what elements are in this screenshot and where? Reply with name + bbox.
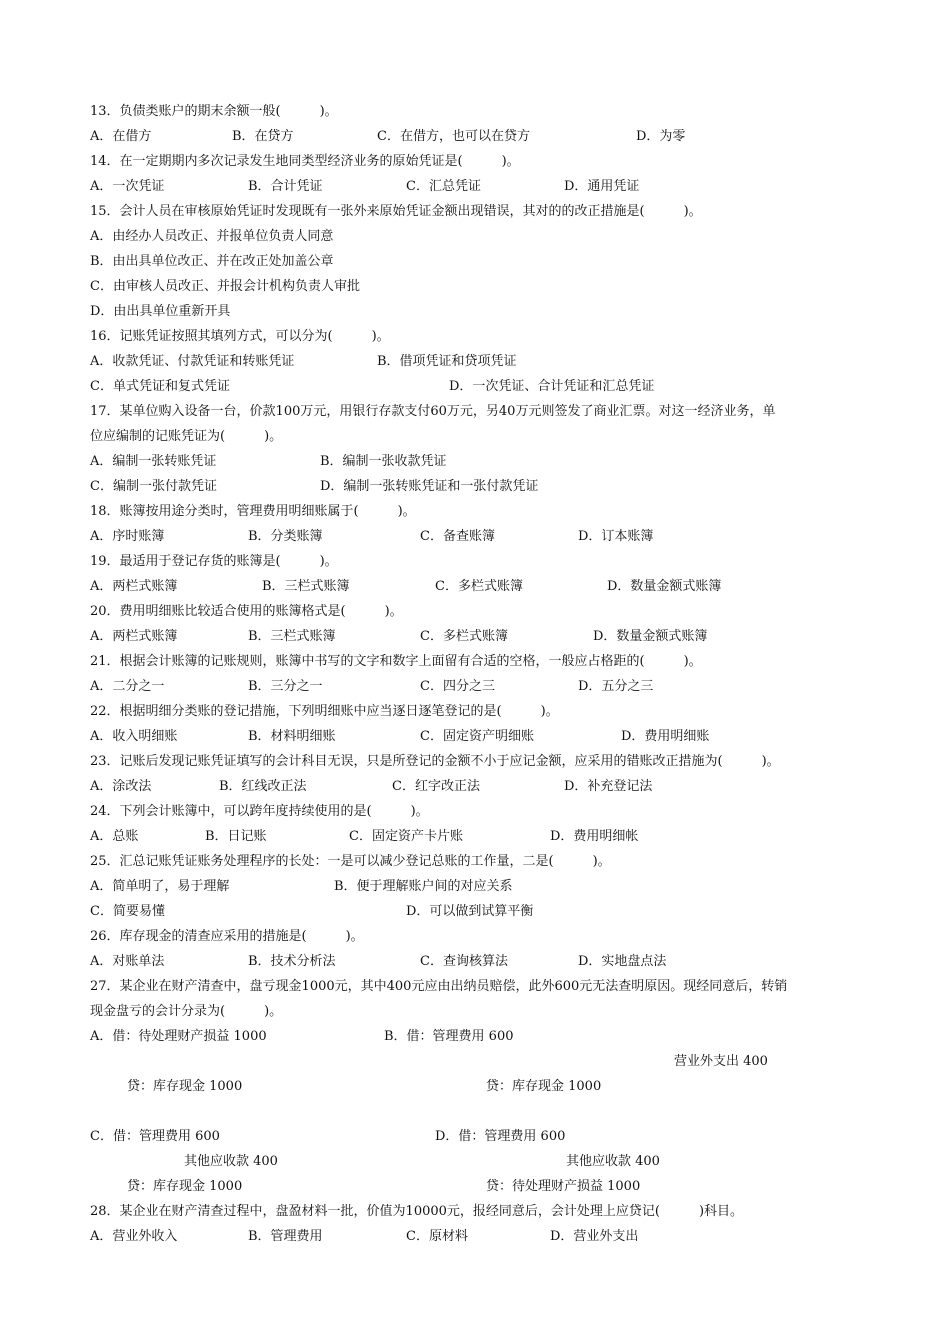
question-13-option-b: B．在贷方: [232, 129, 294, 144]
question-24-option-c: C．固定资产卡片账: [349, 829, 463, 844]
question-15-option-b: B．由出具单位改正、并在改正处加盖公章: [90, 254, 334, 269]
question-24-option-b: B．日记账: [205, 829, 267, 844]
question-17-option-d: D．编制一张转账凭证和一张付款凭证: [320, 479, 539, 494]
question-25-stem: 25．汇总记账凭证账务处理程序的长处：一是可以减少登记总账的工作量，二是( )。: [90, 854, 611, 869]
question-20-option-a: A．两栏式账簿: [90, 629, 178, 644]
question-18-option-b: B．分类账簿: [248, 529, 323, 544]
question-14-option-a: A．一次凭证: [90, 179, 165, 194]
question-25-option-c: C．简要易懂: [90, 904, 165, 919]
question-27-entry-c-credit: 贷：库存现金 1000: [127, 1179, 243, 1194]
question-26-stem: 26．库存现金的清查应采用的措施是( )。: [90, 929, 364, 944]
question-27-entry-a-debit: A．借：待处理财产损益 1000: [90, 1029, 267, 1044]
question-25-option-a: A．简单明了，易于理解: [90, 879, 230, 894]
question-28-option-a: A．营业外收入: [90, 1229, 178, 1244]
question-23-option-d: D．补充登记法: [564, 779, 653, 794]
question-17-stem: 17．某单位购入设备一台，价款100万元，用银行存款支付60万元，另40万元则签发了商业汇票。对这一经济业务，单: [90, 404, 776, 419]
question-26-option-d: D．实地盘点法: [578, 954, 667, 969]
question-14-option-c: C．汇总凭证: [406, 179, 481, 194]
question-27-entry-a-credit: 贷：库存现金 1000: [127, 1079, 243, 1094]
question-25-option-d: D．可以做到试算平衡: [406, 904, 534, 919]
question-16-option-b: B．借项凭证和贷项凭证: [377, 354, 517, 369]
question-16-option-a: A．收款凭证、付款凭证和转账凭证: [90, 354, 295, 369]
question-22-option-b: B．材料明细账: [248, 729, 336, 744]
question-22-option-c: C．固定资产明细账: [420, 729, 534, 744]
question-28-stem: 28．某企业在财产清查过程中，盘盈材料一批，价值为10000元，报经同意后，会计处理上应贷记( )科目。: [90, 1204, 744, 1219]
question-21-option-a: A．二分之一: [90, 679, 165, 694]
question-22-option-d: D．费用明细账: [621, 729, 710, 744]
question-23-option-a: A．涂改法: [90, 779, 152, 794]
question-16-option-d: D．一次凭证、合计凭证和汇总凭证: [449, 379, 655, 394]
question-28-option-c: C．原材料: [406, 1229, 468, 1244]
question-27-entry-c-debit: C．借：管理费用 600: [90, 1129, 220, 1144]
question-13-option-a: A．在借方: [90, 129, 152, 144]
question-27-entry-d-debit: D．借：管理费用 600: [435, 1129, 566, 1144]
question-27-entry-d-credit: 贷：待处理财产损益 1000: [486, 1179, 641, 1194]
question-18-stem: 18．账簿按用途分类时，管理费用明细账属于( )。: [90, 504, 416, 519]
question-15-option-a: A．由经办人员改正、并报单位负责人同意: [90, 229, 334, 244]
question-26-option-c: C．查询核算法: [420, 954, 508, 969]
question-27-stem: 27．某企业在财产清查中，盘亏现金1000元，其中400元应由出纳员赔偿，此外600元无法查明原因。现经同意后，转销: [90, 979, 788, 994]
question-14-option-d: D．通用凭证: [564, 179, 640, 194]
question-27-entry-b-debit: B．借：管理费用 600: [384, 1029, 514, 1044]
question-25-option-b: B．便于理解账户间的对应关系: [334, 879, 513, 894]
question-18-option-d: D．订本账簿: [578, 529, 654, 544]
question-23-option-c: C．红字改正法: [392, 779, 480, 794]
question-17-stem-cont: 位应编制的记账凭证为( )。: [90, 429, 283, 444]
question-15-option-d: D．由出具单位重新开具: [90, 304, 231, 319]
question-18-option-a: A．序时账簿: [90, 529, 165, 544]
question-17-option-c: C．编制一张付款凭证: [90, 479, 217, 494]
question-23-option-b: B．红线改正法: [219, 779, 307, 794]
question-21-option-c: C．四分之三: [420, 679, 495, 694]
question-24-option-a: A．总账: [90, 829, 139, 844]
question-15-option-c: C．由审核人员改正、并报会计机构负责人审批: [90, 279, 360, 294]
question-19-stem: 19．最适用于登记存货的账簿是( )。: [90, 554, 338, 569]
question-20-option-d: D．数量金额式账簿: [593, 629, 708, 644]
question-17-option-a: A．编制一张转账凭证: [90, 454, 217, 469]
question-16-option-c: C．单式凭证和复式凭证: [90, 379, 230, 394]
question-23-stem: 23．记账后发现记账凭证填写的会计科目无误，只是所登记的金额不小于应记金额，应采用的错账改正措施为( )。: [90, 754, 780, 769]
question-21-option-d: D．五分之三: [578, 679, 654, 694]
question-13-option-c: C．在借方，也可以在贷方: [377, 129, 530, 144]
question-27-stem-cont: 现金盘亏的会计分录为( )。: [90, 1004, 283, 1019]
question-20-option-c: C．多栏式账簿: [420, 629, 508, 644]
question-24-stem: 24．下列会计账簿中，可以跨年度持续使用的是( )。: [90, 804, 429, 819]
question-26-option-a: A．对账单法: [90, 954, 165, 969]
question-16-stem: 16．记账凭证按照其填列方式，可以分为( )。: [90, 329, 390, 344]
question-21-stem: 21．根据会计账簿的记账规则，账簿中书写的文字和数字上面留有合适的空格，一般应占格距的( )。: [90, 654, 702, 669]
question-13-stem: 13．负债类账户的期末余额一般( )。: [90, 104, 338, 119]
question-27-entry-c-debit-2: 其他应收款 400: [184, 1154, 278, 1169]
question-19-option-a: A．两栏式账簿: [90, 579, 178, 594]
question-14-option-b: B．合计凭证: [248, 179, 323, 194]
question-26-option-b: B．技术分析法: [248, 954, 336, 969]
question-21-option-b: B．三分之一: [248, 679, 323, 694]
question-28-option-d: D．营业外支出: [550, 1229, 639, 1244]
question-28-option-b: B．管理费用: [248, 1229, 323, 1244]
question-27-entry-d-debit-2: 其他应收款 400: [566, 1154, 660, 1169]
question-24-option-d: D．费用明细帐: [550, 829, 639, 844]
question-22-option-a: A．收入明细账: [90, 729, 178, 744]
question-22-stem: 22．根据明细分类账的登记措施，下列明细账中应当逐日逐笔登记的是( )。: [90, 704, 559, 719]
question-19-option-d: D．数量金额式账簿: [607, 579, 722, 594]
question-19-option-c: C．多栏式账簿: [435, 579, 523, 594]
question-15-stem: 15．会计人员在审核原始凭证时发现既有一张外来原始凭证金额出现错误，其对的的改正措施是( )。: [90, 204, 702, 219]
question-20-stem: 20．费用明细账比较适合使用的账簿格式是( )。: [90, 604, 403, 619]
question-20-option-b: B．三栏式账簿: [248, 629, 336, 644]
question-27-entry-b-debit-2: 营业外支出 400: [674, 1054, 768, 1069]
question-27-entry-b-credit: 贷：库存现金 1000: [486, 1079, 602, 1094]
question-19-option-b: B．三栏式账簿: [262, 579, 350, 594]
question-17-option-b: B．编制一张收款凭证: [320, 454, 447, 469]
question-14-stem: 14．在一定期期内多次记录发生地同类型经济业务的原始凭证是( )。: [90, 154, 520, 169]
question-13-option-d: D．为零: [636, 129, 686, 144]
question-18-option-c: C．备查账簿: [420, 529, 495, 544]
